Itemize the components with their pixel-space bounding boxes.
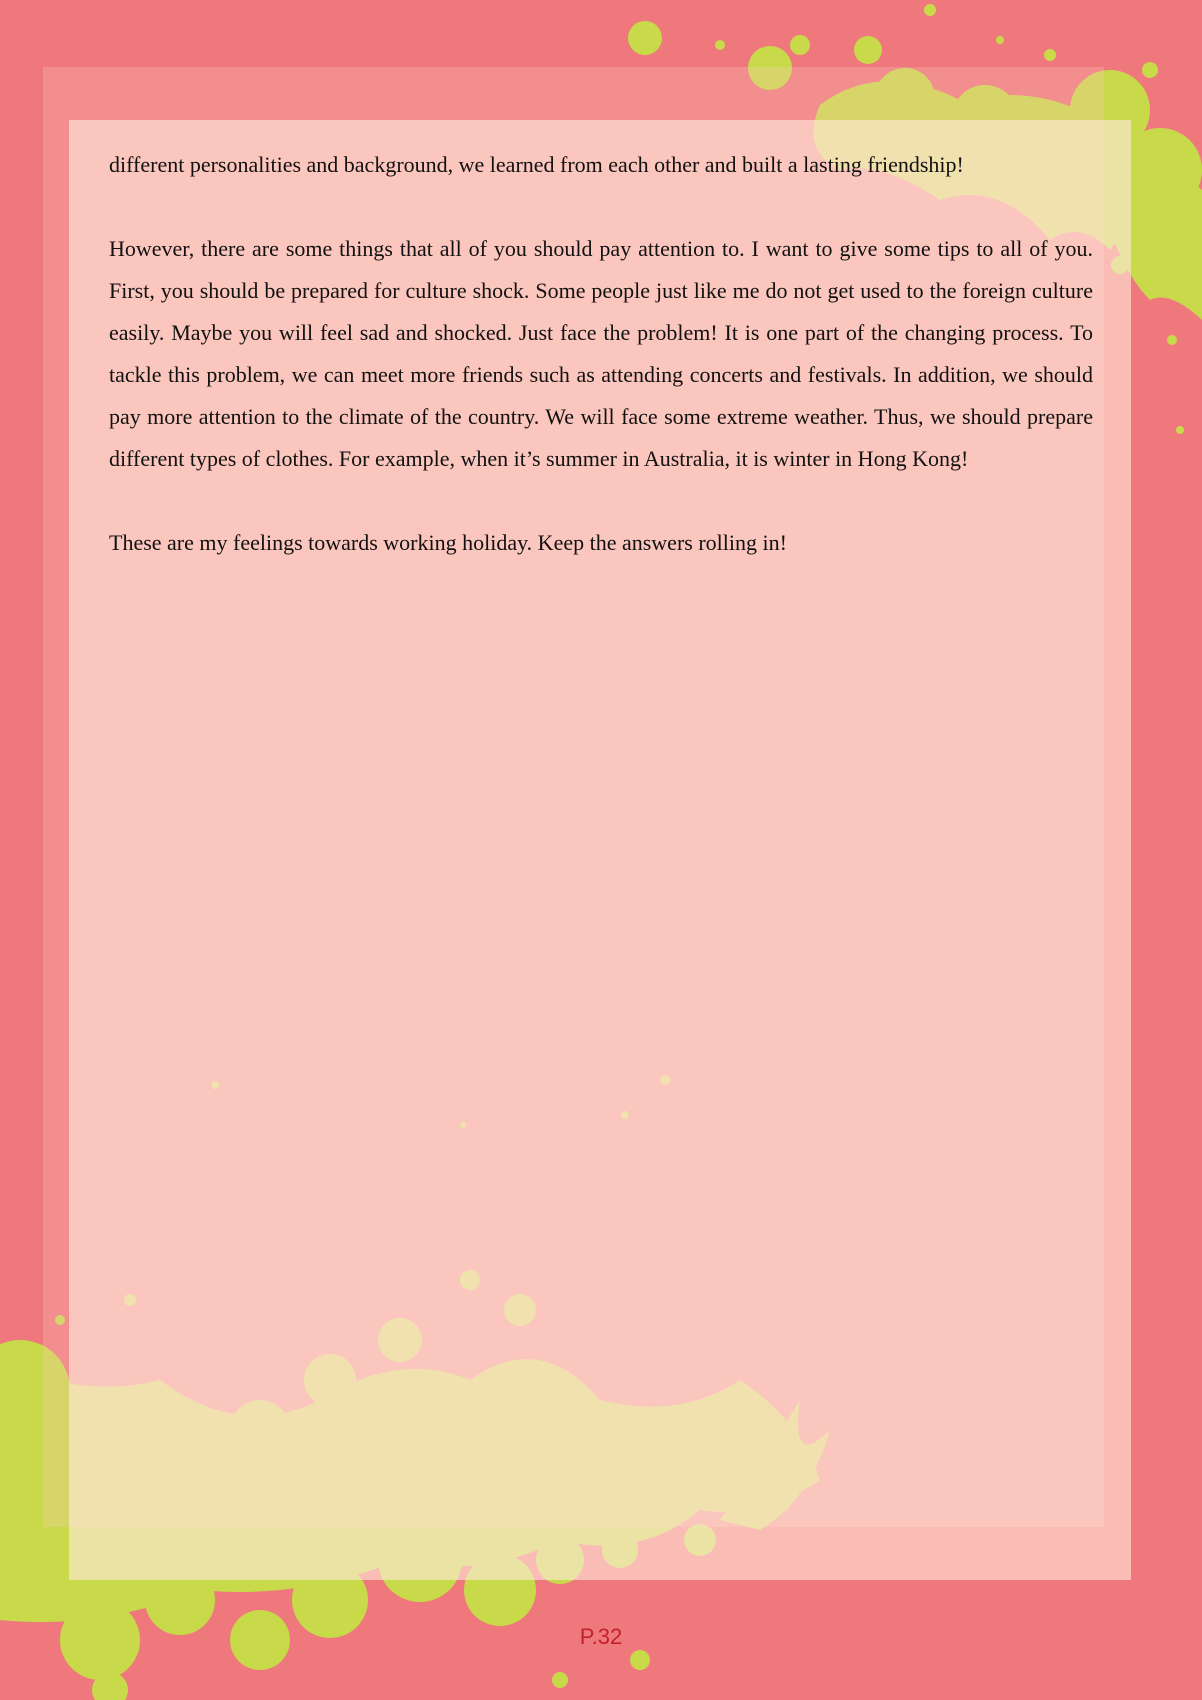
paragraph-friendship: different personalities and background, we learned from each other and built a lasting friendship! <box>109 152 964 177</box>
paragraph-tips: However, there are some things that all of you should pay attention to. I want to give some tips to all of you. First, you should be prepared for culture shock. Some people just like me do not get used to the foreign culture easily. Maybe you will feel sad and shocked. Just face the problem! It is one part of the changing process. To tackle this problem, we can meet more friends such as attending concerts and festivals. In addition, we should pay more attention to the climate of the country. We will face some extreme weather. Thus, we should prepare different types of clothes. For example, when it’s summer in Australia, it is winter in Hong Kong! <box>109 236 1093 471</box>
page-number: P.32 <box>579 1624 623 1649</box>
paragraph-closing: These are my feelings towards working holiday. Keep the answers rolling in! <box>109 530 787 555</box>
article-body <box>109 144 1093 606</box>
